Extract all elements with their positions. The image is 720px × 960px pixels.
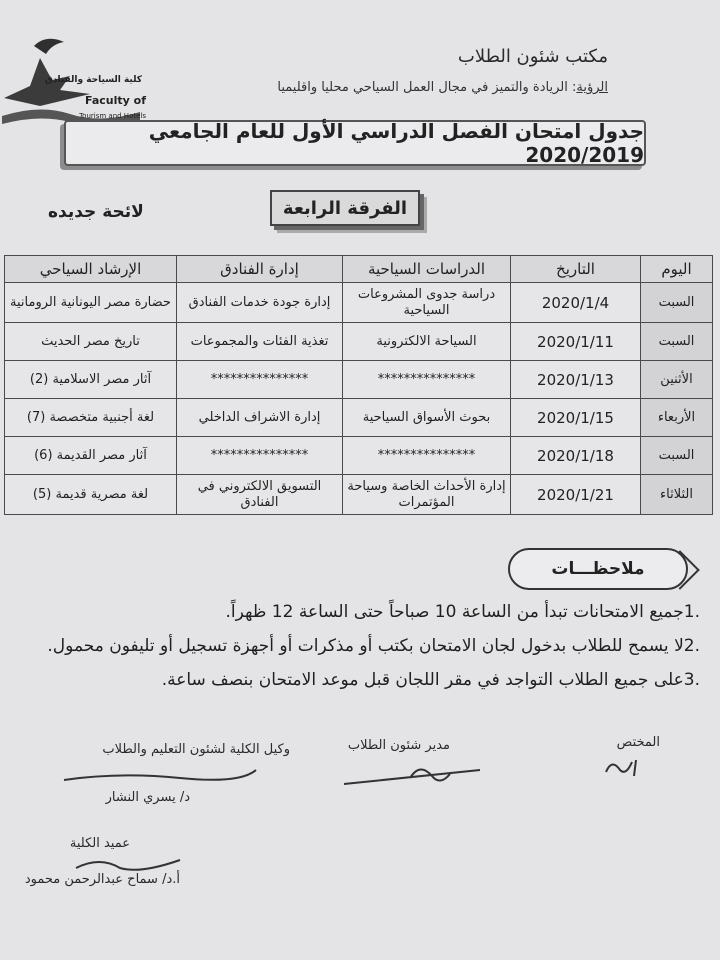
cell-tourism: ***************: [343, 437, 511, 475]
cell-day: الأثنين: [641, 361, 713, 399]
cell-date: 2020/1/18: [511, 437, 641, 475]
cell-day: السبت: [641, 437, 713, 475]
cell-tourism: إدارة الأحداث الخاصة وسياحة المؤتمرات: [343, 475, 511, 515]
cell-hotels: التسويق الالكتروني في الفنادق: [177, 475, 343, 515]
cell-tourism: السياحة الالكترونية: [343, 323, 511, 361]
vision-label: الرؤية: [576, 80, 608, 95]
dean-name: أ.د/ سماح عبدالرحمن محمود: [24, 872, 180, 887]
cell-guidance: آثار مصر القديمة (6): [5, 437, 177, 475]
vice-dean-signature: [60, 758, 260, 788]
cell-date: 2020/1/21: [511, 475, 641, 515]
vice-dean-title: وكيل الكلية لشئون التعليم والطلاب: [102, 742, 290, 757]
specialist-title: المختص: [616, 735, 660, 750]
faculty-logo-icon: [0, 28, 148, 128]
cell-day: السبت: [641, 283, 713, 323]
cell-guidance: لغة مصرية قديمة (5): [5, 475, 177, 515]
note-item: [10, 634, 700, 658]
table-header-row: [5, 256, 713, 283]
cell-tourism: ***************: [343, 361, 511, 399]
cell-day: الأربعاء: [641, 399, 713, 437]
header-guidance: الإرشاد السياحي: [5, 256, 177, 283]
note-number: 2.: [683, 636, 700, 656]
table-row: [5, 323, 713, 361]
table-row: [5, 437, 713, 475]
dean-title: عميد الكلية: [69, 836, 130, 851]
cell-date: 2020/1/11: [511, 323, 641, 361]
note-text: جميع الامتحانات تبدأ من الساعة 10 صباحاً حتى الساعة 12 ظهراً.: [225, 602, 684, 622]
cell-hotels: ***************: [177, 437, 343, 475]
note-text: لا يسمح للطلاب بدخول لجان الامتحان بكتب أو مذكرات أو أجهزة تسجيل أو تليفون محمول.: [47, 636, 684, 656]
cell-date: 2020/1/13: [511, 361, 641, 399]
table-row: [5, 399, 713, 437]
note-item: [10, 600, 700, 624]
cell-guidance: آثار مصر الاسلامية (2): [5, 361, 177, 399]
vice-dean-name: د/ يسري النشار: [105, 790, 190, 805]
cell-hotels: تغذية الفئات والمجموعات: [177, 323, 343, 361]
header-date: التاريخ: [511, 256, 641, 283]
affairs-manager-title: مدير شئون الطلاب: [347, 738, 450, 753]
cell-day: الثلاثاء: [641, 475, 713, 515]
vision-statement: [277, 80, 608, 95]
cell-guidance: حضارة مصر اليونانية الرومانية: [5, 283, 177, 323]
affairs-manager-signature: [340, 758, 490, 792]
note-text: على جميع الطلاب التواجد في مقر اللجان قبل موعد الامتحان بنصف ساعة.: [161, 670, 684, 690]
cell-date: 2020/1/15: [511, 399, 641, 437]
group-label: الفرقة الرابعة: [270, 190, 420, 226]
cell-tourism: دراسة جدوى المشروعات السياحية: [343, 283, 511, 323]
exam-table: [4, 255, 713, 515]
logo-text-en-1: Faculty of: [84, 94, 146, 107]
cell-hotels: إدارة الاشراف الداخلي: [177, 399, 343, 437]
faculty-logo: [0, 28, 148, 128]
table-row: [5, 283, 713, 323]
note-item: [10, 668, 700, 692]
logo-text-ar: كلية السياحة والفنادق: [44, 75, 142, 85]
notes-label: ملاحظـــات: [508, 548, 688, 590]
notes-list: [10, 600, 700, 702]
cell-date: 2020/1/4: [511, 283, 641, 323]
cell-guidance: لغة أجنبية متخصصة (7): [5, 399, 177, 437]
office-name: مكتب شئون الطلاب: [457, 46, 608, 67]
cell-day: السبت: [641, 323, 713, 361]
header-tourism: الدراسات السياحية: [343, 256, 511, 283]
header-hotels: إدارة الفنادق: [177, 256, 343, 283]
note-number: 1.: [683, 602, 700, 622]
logo-text-en-2: Tourism and Hotels: [79, 112, 146, 120]
note-number: 3.: [683, 670, 700, 690]
regulation-label: لائحة جديده: [48, 202, 144, 222]
table-row: [5, 361, 713, 399]
schedule-title: جدول امتحان الفصل الدراسي الأول للعام الجامعي 2020/2019: [64, 120, 646, 166]
cell-guidance: تاريخ مصر الحديث: [5, 323, 177, 361]
header-day: اليوم: [641, 256, 713, 283]
cell-hotels: إدارة جودة خدمات الفنادق: [177, 283, 343, 323]
specialist-signature: [600, 752, 660, 780]
cell-tourism: بحوث الأسواق السياحية: [343, 399, 511, 437]
vision-text: : الريادة والتميز في مجال العمل السياحي محليا واقليميا: [277, 80, 577, 95]
cell-hotels: ***************: [177, 361, 343, 399]
table-row: [5, 475, 713, 515]
